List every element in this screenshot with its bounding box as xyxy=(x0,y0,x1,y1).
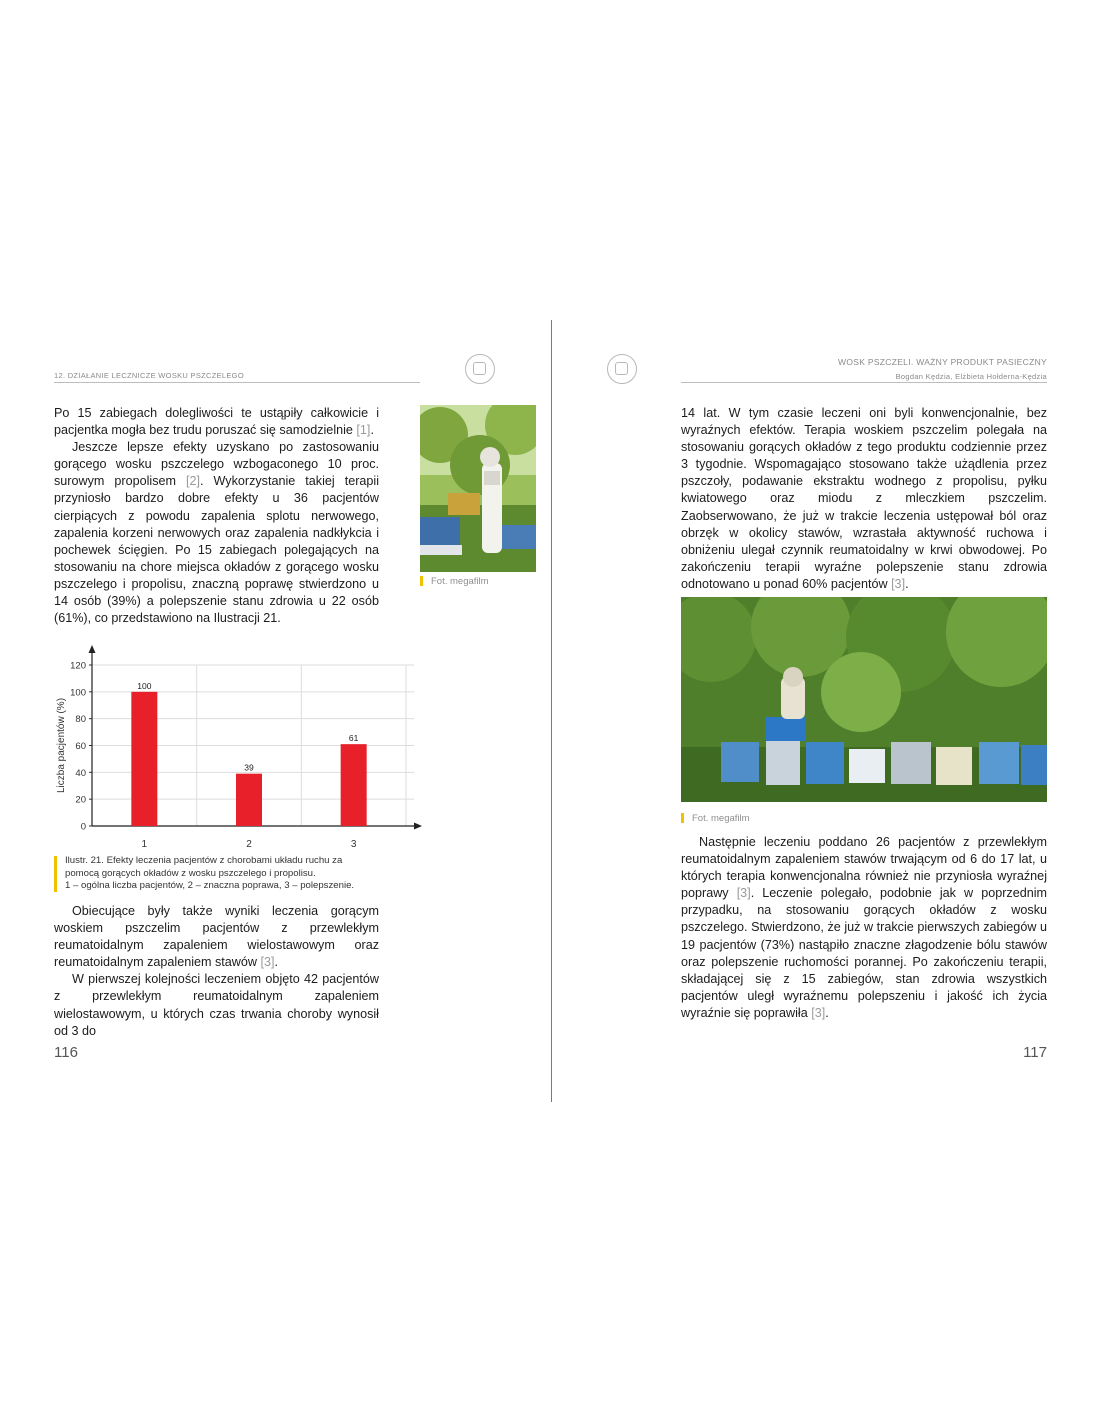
right-text-bottom xyxy=(681,834,1047,1022)
header-rule-left xyxy=(54,382,420,383)
bar xyxy=(236,774,262,826)
caption-marker xyxy=(420,576,423,586)
x-axis-arrow xyxy=(414,823,422,830)
y-tick-label: 120 xyxy=(70,660,86,672)
beekeeper-photo-small xyxy=(420,405,536,572)
photo-credit: Fot. megafilm xyxy=(692,813,750,824)
reference: [1] xyxy=(356,423,371,438)
paragraph: W pierwszej kolejności leczeniem objęto 42 pacjentów z przewlekłym reumatoidalnym zapaleniem wielostawowym, u których czas trwania choroby wynosił od 3 do xyxy=(54,972,379,1038)
left-text-top xyxy=(54,405,379,627)
figure-caption-marker xyxy=(54,856,57,892)
photo-credit: Fot. megafilm xyxy=(431,576,489,587)
left-text-bottom xyxy=(54,903,379,1040)
paragraph: Obiecujące były także wyniki leczenia gorącym woskiem pszczelim pacjentów z przewlekłym reumatoidalnym zapaleniem wielostawowym oraz reumatoidalnym zapaleniem stawów [3]. xyxy=(54,904,379,970)
bar xyxy=(341,744,367,826)
data-label: 39 xyxy=(244,762,254,773)
page-number-left: 116 xyxy=(54,1044,78,1061)
y-tick-label: 100 xyxy=(70,687,86,699)
bar-chart-svg xyxy=(54,640,424,850)
reference: [3] xyxy=(260,955,275,970)
figure-caption: Ilustr. 21. Efekty leczenia pacjentów z chorobami układu ruchu za pomocą gorących okładów z wosku pszczelego i propolisu. 1 – ogólna liczba pacjentów, 2 – znaczna poprawa, 3 – polepszenie. xyxy=(65,855,355,891)
running-header-left: 12. DZIAŁANIE LECZNICZE WOSKU PSZCZELEGO xyxy=(54,371,244,380)
spine-divider xyxy=(551,320,552,1102)
x-tick-label: 1 xyxy=(141,839,148,850)
paragraph: 14 lat. W tym czasie leczeni oni byli konwencjonalnie, bez wyraźnych efektów. Terapia woskiem pszczelim polegała na stosowaniu gorących okładów z tego produktu codziennie przez 3 tygodnie. Wspomagająco stosowano także użądlenia przez pszczoły, podawanie ekstraktu wodnego z propolisu, pyłku kwiatowego oraz miodu z mleczkiem pszczelim. Zaobserwowano, że już w trakcie leczenia ustępował ból oraz obrzęk w okolicy stawów, wzrastała aktywność ruchowa i obniżeniu ulegał czynnik reumatoidalny w krwi obwodowej. Po zakończeniu terapii wyraźne polepszenie stanu zdrowia odnotowano u ponad 60% pacjentów [3]. xyxy=(681,406,1047,591)
paragraph: Po 15 zabiegach dolegliwości te ustąpiły całkowicie i pacjentka mogła bez trudu poruszać się samodzielnie [1]. xyxy=(54,406,379,438)
bar-chart xyxy=(54,640,424,850)
reference: [3] xyxy=(891,576,906,591)
reference: [3] xyxy=(736,886,751,901)
reference: [3] xyxy=(811,1005,826,1020)
data-label: 100 xyxy=(137,680,152,691)
y-tick-label: 40 xyxy=(75,767,86,779)
y-tick-label: 0 xyxy=(80,821,86,833)
x-tick-label: 3 xyxy=(350,839,357,850)
header-rule-right xyxy=(681,382,1047,383)
paragraph: Następnie leczeniu poddano 26 pacjentów z przewlekłym reumatoidalnym zapaleniem stawów trwającym od 6 do 17 lat, u których terapia konwencjonalna również nie przyniosła wyraźnej poprawy [3]. Leczenie polegało, podobnie jak w poprzednim przypadku, na stosowaniu gorących okładów z wosku pszczelego. Stwierdzono, że już w trakcie pierwszych zabiegów u 19 pacjentów (73%) nastąpiło znaczne złagodzenie bólu stawów oraz polepszenie ruchomości porannej. Po zakończeniu terapii, składającej się z 15 zabiegów, stan zdrowia wszystkich pacjentów uległ wyraźnemu polepszeniu i jakość ich życia wyraźnie się poprawiła [3]. xyxy=(681,835,1047,1020)
right-text-top xyxy=(681,405,1047,593)
page-number-right: 117 xyxy=(1023,1044,1047,1061)
y-axis-label: Liczba pacjentów (%) xyxy=(56,697,67,794)
paragraph: Jeszcze lepsze efekty uzyskano po zastosowaniu gorącego wosku pszczelego wzbogaconego 10 proc. surowym propolisem [2]. Wykorzystanie takiej terapii przyniosło bardzo dobre efekty u 36 pacjentów cierpiących z powodu zapalenia splotu nerwowego, zapalenia korzeni nerwowych oraz zapalenia nadkłykcia i pochewek ścięgien. Po 15 zabiegach polegających na stosowaniu na chore miejsca okładów z gorącego wosku pszczelego i propolisu, znaczną poprawę stwierdzono u 14 osób (39%) a polepszenie stanu zdrowia u 22 osób (61%), co przedstawiono na Ilustracji 21. xyxy=(54,440,379,626)
y-tick-label: 80 xyxy=(75,714,86,726)
authors: Bogdan Kędzia, Elżbieta Hołderna-Kędzia xyxy=(895,372,1047,381)
caption-marker xyxy=(681,813,684,823)
reference: [2] xyxy=(186,474,201,489)
y-tick-label: 20 xyxy=(75,794,86,806)
publisher-emblem-icon xyxy=(465,354,495,384)
data-label: 61 xyxy=(348,733,359,744)
running-header-right: WOSK PSZCZELI. WAŻNY PRODUKT PASIECZNY xyxy=(838,357,1047,367)
x-tick-label: 2 xyxy=(246,839,252,850)
y-tick-label: 60 xyxy=(75,741,86,752)
y-axis-arrow xyxy=(89,645,96,653)
bar xyxy=(131,692,157,826)
publisher-emblem-icon xyxy=(607,354,637,384)
apiary-photo-large xyxy=(681,597,1047,802)
